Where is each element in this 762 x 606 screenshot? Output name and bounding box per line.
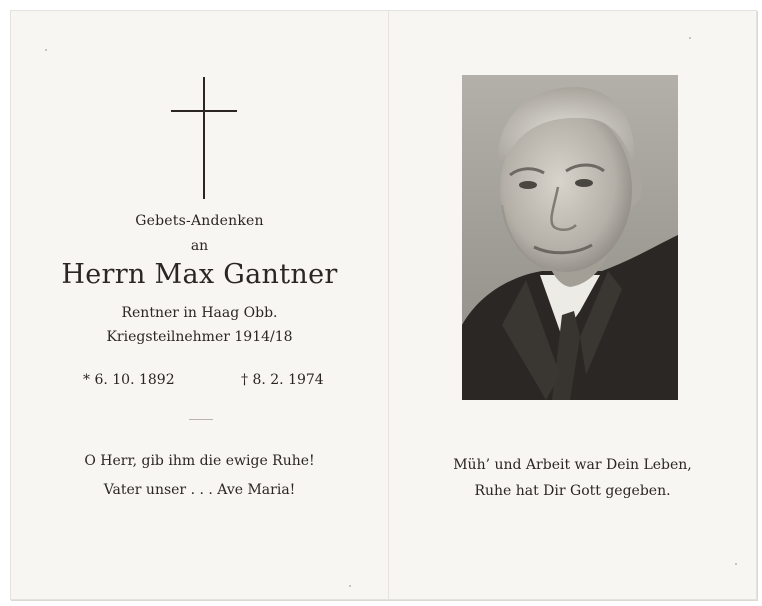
portrait-photo-icon [462, 75, 678, 400]
death-date: † 8. 2. 1974 [241, 372, 324, 388]
verse-line-2: Ruhe hat Dir Gott gegeben. [474, 483, 671, 499]
paper-speck [735, 563, 737, 565]
folded-card [10, 10, 757, 600]
paper-speck [689, 37, 691, 39]
divider-line [189, 419, 213, 420]
paper-speck [45, 49, 47, 51]
paper-speck [349, 585, 351, 587]
left-page [11, 11, 388, 599]
portrait-drawing [462, 75, 678, 400]
occupation-line: Rentner in Haag Obb. [121, 305, 278, 321]
memorial-label: Gebets-Andenken [135, 213, 264, 229]
verse-line-1: Müh’ und Arbeit war Dein Leben, [453, 457, 692, 473]
prayer-line-1: O Herr, gib ihm die ewige Ruhe! [84, 453, 315, 469]
dedication-word: an [190, 238, 209, 254]
right-page [389, 11, 756, 599]
veteran-line: Kriegsteilnehmer 1914/18 [106, 329, 293, 345]
birth-date: * 6. 10. 1892 [83, 372, 175, 388]
prayer-line-2: Vater unser . . . Ave Maria! [103, 482, 296, 498]
cross-icon [171, 77, 239, 199]
deceased-name: Herrn Max Gantner [61, 259, 338, 290]
